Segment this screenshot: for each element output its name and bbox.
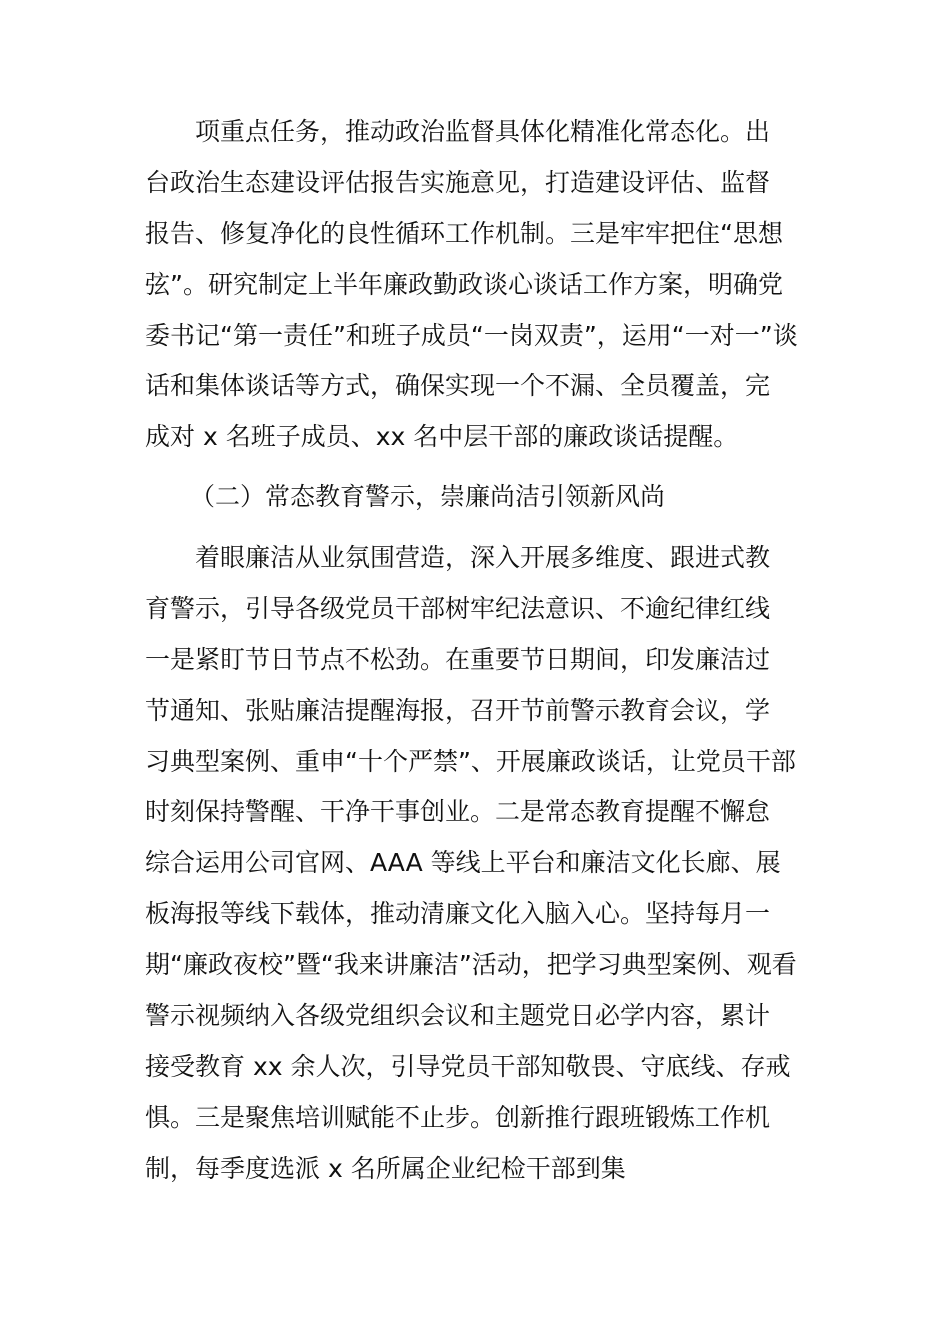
- paragraph-line: 着眼廉洁从业氛围营造，深入开展多维度、跟进式教: [195, 543, 771, 572]
- paragraph-line: 一是紧盯节日节点不松劲。在重要节日期间，印发廉洁过: [145, 644, 771, 674]
- paragraph-line: 制，每季度选派 x 名所属企业纪检干部到集: [145, 1153, 626, 1183]
- paragraph-line: 板海报等线下载体，推动清廉文化入脑入心。坚持每月一: [145, 899, 771, 929]
- paragraph-line: 育警示，引导各级党员干部树牢纪法意识、不逾纪律红线: [145, 593, 771, 623]
- paragraph-line: 弦”。研究制定上半年廉政勤政谈心谈话工作方案，明确党: [145, 269, 783, 299]
- paragraph-line: 节通知、张贴廉洁提醒海报，召开节前警示教育会议，学: [145, 695, 771, 725]
- section-heading-block: [145, 472, 810, 523]
- paragraph-line: 综合运用公司官网、AAA 等线上平台和廉洁文化长廊、展: [145, 848, 781, 878]
- section-heading: （二）常态教育警示，崇廉尚洁引领新风尚: [190, 482, 666, 511]
- paragraph-line: 警示视频纳入各级党组织会议和主题党日必学内容，累计: [145, 1001, 771, 1031]
- paragraph-line: 惧。三是聚焦培训赋能不止步。创新推行跟班锻炼工作机: [145, 1102, 771, 1132]
- paragraph-line: 时刻保持警醒、干净干事创业。二是常态教育提醒不懈怠: [145, 797, 771, 827]
- paragraph-line: 报告、修复净化的良性循环工作机制。三是牢牢把住“思想: [145, 218, 783, 248]
- paragraph-1: [145, 107, 810, 463]
- paragraph-line: 话和集体谈话等方式，确保实现一个不漏、全员覆盖，完: [145, 371, 771, 401]
- paragraph-line: 委书记“第一责任”和班子成员“一岗双责”，运用“一对一”谈: [145, 320, 798, 350]
- paragraph-line: 项重点任务，推动政治监督具体化精准化常态化。出: [195, 117, 771, 146]
- paragraph-line: 台政治生态建设评估报告实施意见，打造建设评估、监督: [145, 167, 771, 197]
- paragraph-line: 接受教育 xx 余人次，引导党员干部知敬畏、守底线、存戒: [145, 1051, 791, 1081]
- paragraph-line: 成对 x 名班子成员、xx 名中层干部的廉政谈话提醒。: [145, 422, 739, 452]
- paragraph-line: 期“廉政夜校”暨“我来讲廉洁”活动，把学习典型案例、观看: [145, 950, 797, 980]
- paragraph-line: 习典型案例、重申“十个严禁”、开展廉政谈话，让党员干部: [145, 746, 796, 776]
- paragraph-2: [145, 533, 810, 1195]
